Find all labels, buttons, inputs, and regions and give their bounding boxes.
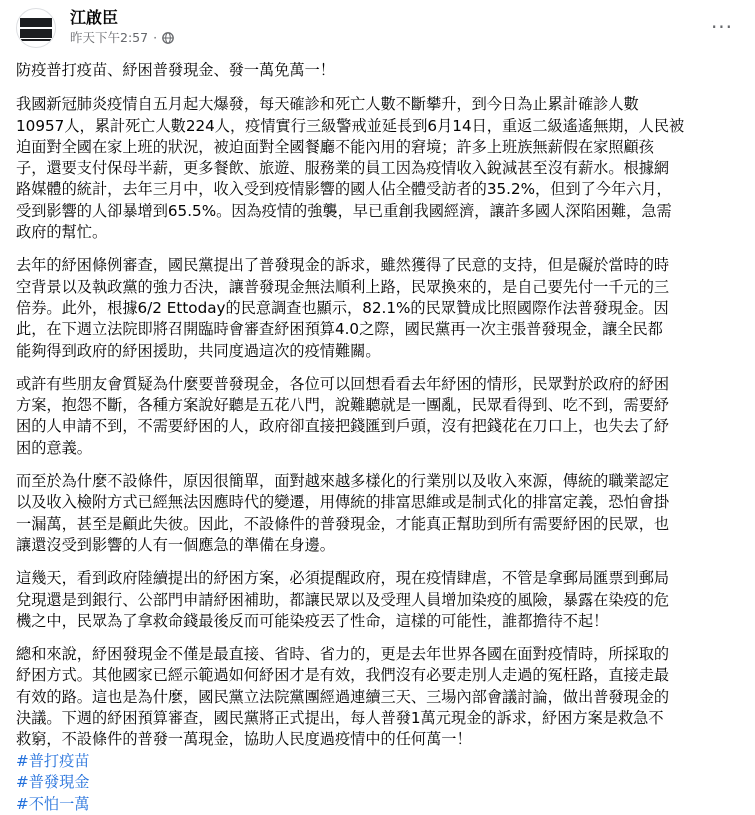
post-title: 防疫普打疫苗、紓困普發現金、發一萬免萬一！ — [16, 61, 335, 79]
paragraph-1: 我國新冠肺炎疫情自五月起大爆發，每天確診和死亡人數不斷攀升，到今日為止累計確診人數 10957人，累計死亡人數224人，疫情實行三級警戒並延長到6月14日，重返二級遙遙無期，人民被 迫面對全國在家上班的狀況，被迫面對全國餐廳不能內用的窘境；許多上班族無薪假在家照顧孩 子，還要支付保母半薪，更多餐飲、旅遊、服務業的員工因為疫情收入銳減甚至沒有薪水。根據網 路媒體的統計，去年三月中，收入受到疫情影響的國人佔全體受訪者的35.2%，但到了今年六月， 受到影響的人卻暴增到65.5%。因為疫情的強襲，早已重創我國經濟，讓許多國人深陷困難，急需 政府的幫忙。 — [16, 95, 685, 242]
hashtag-link[interactable]: #不怕一萬 — [16, 794, 90, 813]
post-timestamp[interactable]: 昨天下午2:57 — [70, 30, 149, 45]
post-header — [16, 6, 739, 52]
more-options-icon[interactable]: ··· — [710, 15, 734, 39]
paragraph-2: 去年的紓困條例審查，國民黨提出了普發現金的訴求，雖然獲得了民意的支持，但是礙於當時的時 空背景以及執政黨的強力否決，讓普發現金無法順利上路，民眾換來的，是自己要先付一千元的三 倍券。此外，根據6/2 Ettoday的民意調查也顯示，82.1%的民眾贊成比照國際作法普發現金。因 此，在下週立法院即將召開臨時會審查紓困預算4.0之際，國民黨再一次主張普發現金，讓全民都 能夠得到政府的紓困援助，共同度過這次的疫情難關。 — [16, 256, 670, 360]
post-body — [16, 60, 743, 815]
hashtag-link[interactable]: #普發現金 — [16, 773, 90, 792]
paragraph-5: 這幾天，看到政府陸續提出的紓困方案，必須提醒政府，現在疫情肆虐，不管是拿郵局匯票到郵局 兌現還是到銀行、公部門申請紓困補助，都讓民眾以及受理人員增加染疫的風險，暴露在染疫的危 機之中，民眾為了拿救命錢最後反而可能染疫丟了性命，這樣的可能性，誰都擔待不起！ — [16, 569, 670, 630]
meta-separator: · — [153, 30, 158, 45]
paragraph-6: 總和來說，紓困發現金不僅是最直接、省時、省力的，更是去年世界各國在面對疫情時，所採取的 紓困方式。其他國家已經示範過如何紓困才是有效，我們沒有必要走別人走過的冤枉路，直接走最 有效的路。這也是為什麼，國民黨立法院黨團經過連續三天、三場內部會議討論，做出普發現金的 決議。下週的紓困預算審查，國民黨將正式提出，每人普發1萬元現金的訴求，紓困方案是救急不 救窮，不設條件的普發一萬現金，協助人民度過疫情中的任何萬一！ — [16, 645, 670, 749]
author-name[interactable]: 江啟臣 — [70, 8, 119, 27]
paragraph-3: 或許有些朋友會質疑為什麼要普發現金，各位可以回想看看去年紓困的情形，民眾對於政府的紓困 方案，抱怨不斷，各種方案說好聽是五花八門，說難聽就是一團亂，民眾看得到、吃不到，需要紓 困的人申請不到，不需要紓困的人，政府卻直接把錢匯到戶頭，沒有把錢花在刀口上，也失去了紓 困的意義。 — [16, 374, 670, 457]
hashtag-list — [16, 751, 743, 815]
post-meta — [70, 30, 174, 46]
paragraph-4: 而至於為什麼不設條件，原因很簡單，面對越來越多樣化的行業別以及收入來源，傳統的職業認定 以及收入檢附方式已經無法因應時代的變遷，用傳統的排富思維或是制式化的排富定義，恐怕會掛 一漏萬，甚至是顧此失彼。因此，不設條件的普發現金，才能真正幫助到所有需要紓困的民眾，也 讓還沒受到影響的人有一個應急的準備在身邊。 — [16, 472, 670, 554]
globe-icon[interactable] — [162, 32, 174, 44]
hashtag-link[interactable]: #普打疫苗 — [16, 751, 90, 770]
party-logo — [17, 9, 55, 47]
avatar[interactable] — [16, 8, 56, 48]
